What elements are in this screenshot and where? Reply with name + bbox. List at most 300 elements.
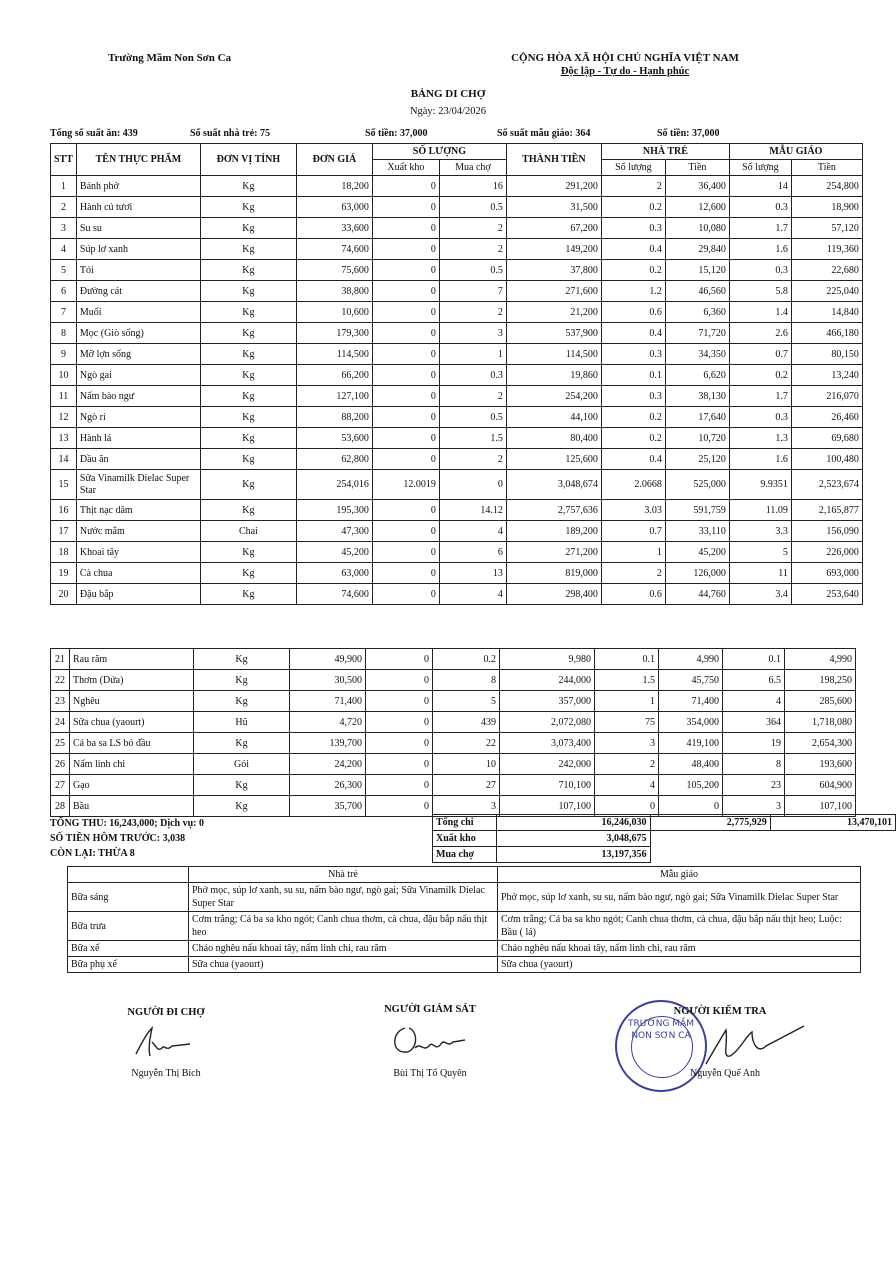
cell-unit: Gói	[194, 754, 290, 775]
cell-nt-money: 33,110	[665, 521, 729, 542]
cell-mg-money: 693,000	[791, 563, 862, 584]
cell-price: 10,600	[296, 302, 372, 323]
cell-mg-money: 22,680	[791, 260, 862, 281]
cell-name: Bánh phở	[76, 176, 200, 197]
table-row	[51, 302, 863, 323]
cell-mg-money: 107,100	[785, 796, 856, 817]
cell-price: 4,720	[290, 712, 366, 733]
cell-price: 254,016	[296, 470, 372, 500]
table-row	[51, 407, 863, 428]
cell-amount: 710,100	[500, 775, 595, 796]
cell-mg-qty: 0.2	[729, 365, 791, 386]
cell-mg-money: 156,090	[791, 521, 862, 542]
cell-name: Gạo	[70, 775, 194, 796]
table-row	[51, 691, 856, 712]
cell-mg-qty: 364	[723, 712, 785, 733]
cell-stt: 19	[51, 563, 77, 584]
cell-buy: 0.2	[433, 649, 500, 670]
menu-meal-name: Bữa sáng	[68, 883, 189, 912]
cell-nt-money: 4,990	[659, 649, 723, 670]
table-row	[433, 847, 896, 863]
cell-buy: 27	[433, 775, 500, 796]
cell-name: Ngò gai	[76, 365, 200, 386]
cell-nt-money: 17,640	[665, 407, 729, 428]
cell-amount: 3,073,400	[500, 733, 595, 754]
sig-giamsat-title: NGƯỜI GIÁM SÁT	[384, 1004, 476, 1015]
cell-stock: 0	[372, 197, 439, 218]
cell-stt: 22	[51, 670, 70, 691]
menu-maugiao-cell: Cháo nghêu nấu khoai tây, nấm linh chi, rau răm	[498, 941, 861, 957]
cell-nt-qty: 0.2	[601, 407, 665, 428]
cell-mg-money: 80,150	[791, 344, 862, 365]
cell-unit: Kg	[200, 176, 296, 197]
cell-mg-money: 100,480	[791, 449, 862, 470]
cell-nt-money: 10,720	[665, 428, 729, 449]
cell-name: Nước mắm	[76, 521, 200, 542]
cell-stock: 0	[366, 649, 433, 670]
cell-nt-money: 591,759	[665, 500, 729, 521]
cell-stt: 4	[51, 239, 77, 260]
cell-amount: 37,800	[506, 260, 601, 281]
col-stt: STT	[51, 144, 77, 176]
cell-price: 35,700	[290, 796, 366, 817]
cell-mg-money: 216,070	[791, 386, 862, 407]
table-row	[51, 344, 863, 365]
cell-buy: 4	[439, 521, 506, 542]
cell-mg-qty: 14	[729, 176, 791, 197]
cell-buy: 10	[433, 754, 500, 775]
cell-stock: 0	[372, 176, 439, 197]
cell-buy: 2	[439, 239, 506, 260]
cell-buy: 1.5	[439, 428, 506, 449]
cell-stock: 0	[366, 754, 433, 775]
cell-stt: 10	[51, 365, 77, 386]
cell-mg-money: 2,654,300	[785, 733, 856, 754]
cell-stt: 9	[51, 344, 77, 365]
cell-stt: 25	[51, 733, 70, 754]
nation-motto: Độc lập - Tự do - Hạnh phúc	[560, 66, 690, 77]
cell-mg-qty: 4	[723, 691, 785, 712]
cell-mg-qty: 3.3	[729, 521, 791, 542]
table-row	[51, 365, 863, 386]
cell-price: 114,500	[296, 344, 372, 365]
cell-mg-money: 13,240	[791, 365, 862, 386]
cell-mg-qty: 11	[729, 563, 791, 584]
cell-stt: 27	[51, 775, 70, 796]
sig-kiemtra-title: NGƯỜI KIỂM TRA	[673, 1006, 767, 1017]
cell-nt-qty: 0.4	[601, 239, 665, 260]
cell-buy: 16	[439, 176, 506, 197]
cell-unit: Kg	[200, 500, 296, 521]
cell-nt-qty: 3.03	[601, 500, 665, 521]
table-row	[51, 197, 863, 218]
cell-stock: 0	[372, 323, 439, 344]
cell-mg-money: 198,250	[785, 670, 856, 691]
table-row	[51, 649, 856, 670]
cell-nt-qty: 1.2	[601, 281, 665, 302]
cell-nt-money: 36,400	[665, 176, 729, 197]
so-tien-hom-truoc: SỐ TIỀN HÔM TRƯỚC: 3,038	[50, 833, 186, 844]
tong-thu: TỔNG THU: 16,243,000; Dịch vụ: 0	[50, 818, 204, 829]
totals-summary	[50, 816, 204, 861]
cell-unit: Kg	[194, 649, 290, 670]
cell-buy: 6	[439, 542, 506, 563]
cell-nt-qty: 1	[595, 691, 659, 712]
xuat-kho-label: Xuất kho	[433, 831, 497, 847]
table-row	[51, 500, 863, 521]
cell-amount: 114,500	[506, 344, 601, 365]
cell-buy: 0	[439, 470, 506, 500]
col-nhatre-money: Tiền	[665, 160, 729, 176]
col-nhatre-qty: Số lượng	[601, 160, 665, 176]
document-title: BẢNG DI CHỢ	[410, 88, 486, 100]
cell-nt-money: 105,200	[659, 775, 723, 796]
cell-price: 63,000	[296, 563, 372, 584]
cell-mg-qty: 3.4	[729, 584, 791, 605]
cell-nt-money: 44,760	[665, 584, 729, 605]
cell-mg-money: 2,165,877	[791, 500, 862, 521]
cell-nt-qty: 0.4	[601, 449, 665, 470]
sig-dicho-name: Nguyễn Thị Bích	[131, 1068, 201, 1079]
cell-unit: Kg	[200, 260, 296, 281]
cell-mg-qty: 1.6	[729, 239, 791, 260]
cell-price: 66,200	[296, 365, 372, 386]
signature-giamsat-icon	[385, 1018, 475, 1063]
cell-price: 53,600	[296, 428, 372, 449]
cell-name: Ngò rí	[76, 407, 200, 428]
cell-buy: 0.5	[439, 260, 506, 281]
cell-nt-money: 38,130	[665, 386, 729, 407]
cell-stock: 0	[366, 733, 433, 754]
cell-price: 38,800	[296, 281, 372, 302]
cell-unit: Kg	[200, 323, 296, 344]
cell-stt: 8	[51, 323, 77, 344]
cell-mg-money: 14,840	[791, 302, 862, 323]
cell-mg-qty: 1.7	[729, 218, 791, 239]
cell-buy: 1	[439, 344, 506, 365]
menu-maugiao-cell: Phở mọc, súp lơ xanh, su su, nấm bào ngư, ngò gai; Sữa Vinamilk Dielac Super Star	[498, 883, 861, 912]
cell-stt: 5	[51, 260, 77, 281]
cell-nt-money: 45,200	[665, 542, 729, 563]
cell-stt: 24	[51, 712, 70, 733]
menu-head-nhatre: Nhà trẻ	[189, 867, 498, 883]
cell-stock: 0	[366, 796, 433, 817]
cell-price: 88,200	[296, 407, 372, 428]
cell-stt: 15	[51, 470, 77, 500]
table-row	[51, 584, 863, 605]
cell-nt-money: 46,560	[665, 281, 729, 302]
totals-table	[432, 814, 896, 863]
cell-nt-qty: 2.0668	[601, 470, 665, 500]
menu-meal-name: Bữa xế	[68, 941, 189, 957]
cell-buy: 3	[439, 323, 506, 344]
table-row	[51, 733, 856, 754]
cell-amount: 125,600	[506, 449, 601, 470]
cell-nt-qty: 75	[595, 712, 659, 733]
col-nhatre: NHÀ TRẺ	[601, 144, 729, 160]
cell-price: 47,300	[296, 521, 372, 542]
cell-name: Nấm linh chi	[70, 754, 194, 775]
tong-chi-nhatre: 2,775,929	[650, 815, 770, 831]
cell-unit: Kg	[200, 428, 296, 449]
school-name: Trường Mầm Non Sơn Ca	[108, 52, 232, 64]
cell-amount: 107,100	[500, 796, 595, 817]
cell-stt: 12	[51, 407, 77, 428]
cell-stt: 1	[51, 176, 77, 197]
col-qty: SỐ LƯỢNG	[372, 144, 506, 160]
table-row	[51, 239, 863, 260]
cell-mg-qty: 23	[723, 775, 785, 796]
cell-stock: 0	[366, 775, 433, 796]
cell-nt-qty: 0.1	[595, 649, 659, 670]
cell-amount: 2,072,080	[500, 712, 595, 733]
cell-nt-qty: 1.5	[595, 670, 659, 691]
con-lai: CÒN LẠI: THỪA 8	[50, 848, 135, 859]
cell-amount: 9,980	[500, 649, 595, 670]
cell-stt: 3	[51, 218, 77, 239]
cell-stt: 16	[51, 500, 77, 521]
cell-stt: 13	[51, 428, 77, 449]
cell-price: 49,900	[290, 649, 366, 670]
cell-price: 75,600	[296, 260, 372, 281]
cell-buy: 0.3	[439, 365, 506, 386]
table-row	[51, 563, 863, 584]
cell-nt-qty: 0.2	[601, 260, 665, 281]
cell-stock: 0	[372, 386, 439, 407]
cell-mg-money: 225,040	[791, 281, 862, 302]
cell-buy: 2	[439, 449, 506, 470]
cell-nt-qty: 0.4	[601, 323, 665, 344]
cell-amount: 298,400	[506, 584, 601, 605]
cell-name: Hành lá	[76, 428, 200, 449]
cell-price: 18,200	[296, 176, 372, 197]
menu-head-maugiao: Mẫu giáo	[498, 867, 861, 883]
cell-stt: 2	[51, 197, 77, 218]
cell-name: Đường cát	[76, 281, 200, 302]
cell-nt-qty: 0.6	[601, 584, 665, 605]
cell-unit: Kg	[200, 281, 296, 302]
cell-price: 127,100	[296, 386, 372, 407]
table-row	[433, 815, 896, 831]
cell-unit: Hũ	[194, 712, 290, 733]
table-row	[68, 912, 861, 941]
table-row	[51, 712, 856, 733]
table-row	[51, 281, 863, 302]
cell-buy: 0.5	[439, 407, 506, 428]
table-row	[68, 957, 861, 973]
sig-giamsat-name: Bùi Thị Tố Quyên	[393, 1068, 467, 1079]
cell-amount: 189,200	[506, 521, 601, 542]
cell-stock: 0	[372, 521, 439, 542]
cell-amount: 19,860	[506, 365, 601, 386]
signature-dicho-icon	[128, 1022, 198, 1062]
cell-stt: 6	[51, 281, 77, 302]
total-meals: Tổng số suất ăn: 439	[50, 128, 138, 139]
cell-name: Cá ba sa LS bỏ đầu	[70, 733, 194, 754]
cell-name: Dầu ăn	[76, 449, 200, 470]
cell-stock: 0	[372, 542, 439, 563]
cell-amount: 67,200	[506, 218, 601, 239]
cell-name: Thơm (Dứa)	[70, 670, 194, 691]
cell-mg-money: 466,180	[791, 323, 862, 344]
cell-nt-money: 525,000	[665, 470, 729, 500]
cell-amount: 3,048,674	[506, 470, 601, 500]
cell-unit: Kg	[194, 733, 290, 754]
cell-name: Nghêu	[70, 691, 194, 712]
cell-name: Mọc (Giò sống)	[76, 323, 200, 344]
cell-buy: 7	[439, 281, 506, 302]
table-row	[51, 176, 863, 197]
cell-stock: 0	[366, 691, 433, 712]
cell-stock: 0	[372, 239, 439, 260]
cell-mg-qty: 3	[723, 796, 785, 817]
cell-amount: 291,200	[506, 176, 601, 197]
cell-amount: 271,600	[506, 281, 601, 302]
cell-price: 45,200	[296, 542, 372, 563]
tong-chi-label: Tổng chi	[433, 815, 497, 831]
cell-nt-money: 0	[659, 796, 723, 817]
cell-name: Sữa chua (yaourt)	[70, 712, 194, 733]
document-date: Ngày: 23/04/2026	[409, 106, 487, 117]
cell-mg-qty: 1.3	[729, 428, 791, 449]
cell-name: Muối	[76, 302, 200, 323]
cell-mg-money: 254,800	[791, 176, 862, 197]
cell-amount: 80,400	[506, 428, 601, 449]
cell-mg-qty: 1.7	[729, 386, 791, 407]
col-price: ĐƠN GIÁ	[296, 144, 372, 176]
cell-amount: 254,200	[506, 386, 601, 407]
cell-price: 74,600	[296, 584, 372, 605]
cell-price: 179,300	[296, 323, 372, 344]
cell-price: 63,000	[296, 197, 372, 218]
cell-price: 71,400	[290, 691, 366, 712]
table-row	[51, 449, 863, 470]
cell-unit: Kg	[194, 775, 290, 796]
cell-buy: 8	[433, 670, 500, 691]
cell-nt-money: 29,840	[665, 239, 729, 260]
table-row	[51, 428, 863, 449]
cell-buy: 4	[439, 584, 506, 605]
cell-stt: 17	[51, 521, 77, 542]
cell-buy: 13	[439, 563, 506, 584]
table-row	[433, 831, 896, 847]
cell-nt-money: 71,720	[665, 323, 729, 344]
cell-nt-money: 25,120	[665, 449, 729, 470]
sig-kiemtra-name: Nguyễn Quế Anh	[690, 1068, 760, 1079]
cell-stock: 0	[372, 584, 439, 605]
cell-mg-qty: 2.6	[729, 323, 791, 344]
cell-nt-money: 71,400	[659, 691, 723, 712]
cell-mg-money: 26,460	[791, 407, 862, 428]
cell-mg-money: 1,718,080	[785, 712, 856, 733]
cell-unit: Kg	[200, 239, 296, 260]
cell-mg-qty: 0.7	[729, 344, 791, 365]
tong-chi-maugiao: 13,470,101	[770, 815, 895, 831]
mua-cho-label: Mua chợ	[433, 847, 497, 863]
cell-stock: 0	[372, 302, 439, 323]
cell-name: Thịt nạc dăm	[76, 500, 200, 521]
cell-nt-qty: 2	[601, 563, 665, 584]
cell-mg-qty: 0.3	[729, 407, 791, 428]
cell-mg-qty: 0.3	[729, 197, 791, 218]
cell-price: 33,600	[296, 218, 372, 239]
cell-nt-qty: 0.3	[601, 344, 665, 365]
cell-unit: Kg	[200, 470, 296, 500]
cell-buy: 439	[433, 712, 500, 733]
cell-price: 26,300	[290, 775, 366, 796]
col-unit: ĐƠN VỊ TÍNH	[200, 144, 296, 176]
cell-amount: 271,200	[506, 542, 601, 563]
cell-name: Hành củ tươi	[76, 197, 200, 218]
cell-unit: Kg	[194, 691, 290, 712]
table-row	[51, 260, 863, 281]
menu-table	[67, 866, 861, 973]
cell-price: 74,600	[296, 239, 372, 260]
nhatre-money: Số tiền: 37,000	[365, 128, 428, 139]
table-row	[51, 521, 863, 542]
cell-unit: Kg	[200, 302, 296, 323]
cell-mg-money: 57,120	[791, 218, 862, 239]
cell-stock: 0	[372, 500, 439, 521]
cell-nt-qty: 0.3	[601, 218, 665, 239]
cell-stt: 7	[51, 302, 77, 323]
cell-nt-qty: 4	[595, 775, 659, 796]
cell-stt: 11	[51, 386, 77, 407]
cell-mg-money: 4,990	[785, 649, 856, 670]
cell-price: 139,700	[290, 733, 366, 754]
cell-mg-qty: 5	[729, 542, 791, 563]
cell-amount: 819,000	[506, 563, 601, 584]
cell-mg-money: 193,600	[785, 754, 856, 775]
cell-stock: 0	[372, 449, 439, 470]
sig-dicho-title: NGƯỜI ĐI CHỢ	[127, 1007, 205, 1018]
food-table-part1	[50, 143, 863, 605]
cell-name: Mỡ lợn sống	[76, 344, 200, 365]
cell-amount: 2,757,636	[506, 500, 601, 521]
signature-kiemtra-icon	[700, 1020, 810, 1070]
cell-buy: 14.12	[439, 500, 506, 521]
cell-nt-money: 34,350	[665, 344, 729, 365]
menu-nhatre-cell: Cháo nghêu nấu khoai tây, nấm linh chi, rau răm	[189, 941, 498, 957]
xuat-kho-value: 3,048,675	[497, 831, 650, 847]
cell-stt: 21	[51, 649, 70, 670]
col-maugiao-money: Tiền	[791, 160, 862, 176]
cell-unit: Kg	[200, 344, 296, 365]
tong-chi-value: 16,246,030	[497, 815, 650, 831]
cell-nt-money: 15,120	[665, 260, 729, 281]
cell-unit: Chai	[200, 521, 296, 542]
cell-nt-qty: 0	[595, 796, 659, 817]
cell-nt-money: 126,000	[665, 563, 729, 584]
cell-stt: 20	[51, 584, 77, 605]
cell-name: Nấm bào ngư	[76, 386, 200, 407]
cell-unit: Kg	[200, 407, 296, 428]
cell-amount: 31,500	[506, 197, 601, 218]
menu-maugiao-cell: Cơm trắng; Cá ba sa kho ngót; Canh chua thơm, cà chua, đậu bắp nấu thịt heo; Luộc: Bầu ( lá)	[498, 912, 861, 941]
cell-stock: 0	[372, 563, 439, 584]
nhatre-meals: Số suất nhà trẻ: 75	[190, 128, 271, 139]
cell-mg-qty: 1.6	[729, 449, 791, 470]
cell-mg-money: 18,900	[791, 197, 862, 218]
cell-name: Bầu	[70, 796, 194, 817]
cell-nt-qty: 0.6	[601, 302, 665, 323]
cell-nt-money: 419,100	[659, 733, 723, 754]
cell-stock: 0	[372, 365, 439, 386]
cell-unit: Kg	[194, 796, 290, 817]
cell-name: Tỏi	[76, 260, 200, 281]
cell-unit: Kg	[200, 386, 296, 407]
cell-name: Súp lơ xanh	[76, 239, 200, 260]
